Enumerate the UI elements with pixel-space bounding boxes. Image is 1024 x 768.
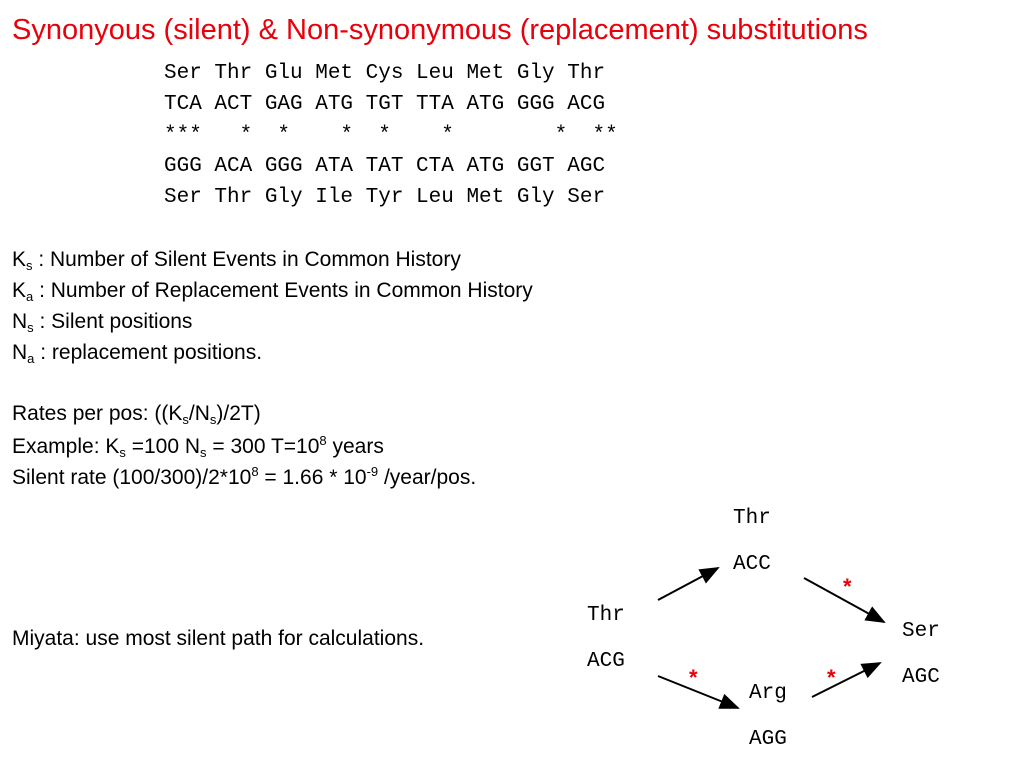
replacement-star-left-bottom: * xyxy=(689,665,698,690)
rates-example: Example: $K_s =100$ $N_s = 300$ $T=10^8$ years xyxy=(12,433,384,460)
arrow-left-to-bottom xyxy=(658,676,738,708)
right-codon: AGC xyxy=(902,666,940,689)
arrow-bottom-to-right xyxy=(812,663,880,697)
page-title: Synonyous (silent) & Non-synonymous (replacement) substitutions xyxy=(12,14,868,46)
substitution-marks: *** * * * * * * ** xyxy=(164,124,618,147)
codon-sequence-2: GGG ACA GGG ATA TAT CTA ATG GGT AGC xyxy=(164,155,606,178)
bottom-codon: AGG xyxy=(749,728,787,751)
bottom-amino-acid: Arg xyxy=(749,682,787,705)
rates-formula: Rates per pos: $((K_s/N_s)/2T)$ xyxy=(12,402,261,427)
top-codon: ACC xyxy=(733,553,771,576)
left-codon: ACG xyxy=(587,650,625,673)
def-ks: $K_s$ : Number of Silent Events in Common History xyxy=(12,248,461,273)
codon-sequence-1: TCA ACT GAG ATG TGT TTA ATG GGG ACG xyxy=(164,93,606,116)
replacement-star-bottom-right: * xyxy=(827,665,836,690)
def-ka: $K_a$ : Number of Replacement Events in Common History xyxy=(12,279,533,304)
aa-sequence-2: Ser Thr Gly Ile Tyr Leu Met Gly Ser xyxy=(164,186,606,209)
miyata-note: Miyata: use most silent path for calculations. xyxy=(12,627,425,650)
arrow-left-to-top xyxy=(658,568,718,600)
def-na: $N_a$ : replacement positions. xyxy=(12,341,263,366)
replacement-star-top-right: * xyxy=(843,574,852,599)
silent-rate: Silent rate $(100/300)/2*10^8 = 1.66 * 10^{-9}$ /year/pos. xyxy=(12,464,477,489)
right-amino-acid: Ser xyxy=(902,620,940,643)
top-amino-acid: Thr xyxy=(733,507,771,530)
left-amino-acid: Thr xyxy=(587,604,625,627)
def-ns: $N_s$ : Silent positions xyxy=(12,310,193,335)
aa-sequence-1: Ser Thr Glu Met Cys Leu Met Gly Thr xyxy=(164,62,606,85)
